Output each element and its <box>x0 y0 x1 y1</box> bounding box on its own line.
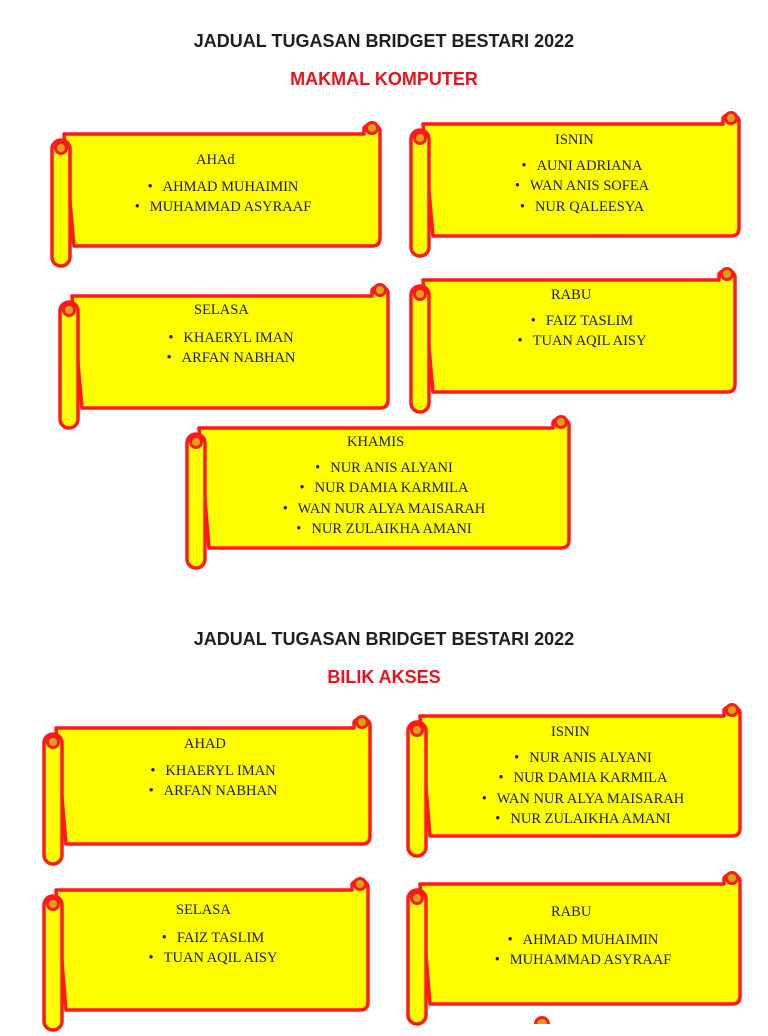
scroll-card-ahad <box>48 116 378 272</box>
section-subtitle-bilik: BILIK AKSES <box>327 667 441 687</box>
day-label: ISNIN <box>555 132 594 148</box>
list-item: • KHAERYL IMAN <box>68 761 358 782</box>
list-item: • TUAN AQIL AISY <box>437 331 727 352</box>
day-label: RABU <box>551 904 592 920</box>
day-label: SELASA <box>194 302 249 318</box>
section-title-2: JADUAL TUGASAN BRIDGET BESTARI 2022 <box>193 629 575 649</box>
section-subtitle-makmal: MAKMAL KOMPUTER <box>290 69 478 89</box>
list-item: • KHAERYL IMAN <box>86 328 376 349</box>
scroll-card-isnin <box>407 106 737 262</box>
list-item: • FAIZ TASLIM <box>68 928 358 949</box>
list-item: • NUR ANIS ALYANI <box>434 748 732 769</box>
scroll-curl-partial <box>534 1016 554 1024</box>
list-item: • NUR ZULAIKHA AMANI <box>434 809 732 830</box>
list-item: • NUR QALEESYA <box>437 197 727 218</box>
day-label: AHAD <box>184 736 226 752</box>
list-item: • TUAN AQIL AISY <box>68 948 358 969</box>
day-label: AHAd <box>196 152 235 168</box>
list-item: • NUR ANIS ALYANI <box>219 458 549 479</box>
day-label: KHAMIS <box>347 434 405 450</box>
list-item: • NUR DAMIA KARMILA <box>219 478 549 499</box>
scroll-card-selasa-2 <box>40 872 366 1036</box>
list-item: • NUR ZULAIKHA AMANI <box>219 519 549 540</box>
scroll-card-ahad-2 <box>40 710 368 870</box>
scroll-card-isnin-2 <box>404 698 738 862</box>
list-item: • AHMAD MUHAIMIN <box>78 177 368 198</box>
scroll-card-rabu-2 <box>404 866 738 1030</box>
list-item: • WAN ANIS SOFEA <box>437 176 727 197</box>
page-title: JADUAL TUGASAN BRIDGET BESTARI 2022 <box>193 31 575 51</box>
scroll-card-rabu <box>407 262 733 418</box>
day-label: RABU <box>551 287 592 303</box>
list-item: • WAN NUR ALYA MAISARAH <box>434 789 732 810</box>
list-item: • AUNI ADRIANA <box>437 156 727 177</box>
list-item: • ARFAN NABHAN <box>68 781 358 802</box>
list-item: • ARFAN NABHAN <box>86 348 376 369</box>
list-item: • MUHAMMAD ASYRAAF <box>434 950 732 971</box>
list-item: • WAN NUR ALYA MAISARAH <box>219 499 549 520</box>
list-item: • AHMAD MUHAIMIN <box>434 930 732 951</box>
list-item: • FAIZ TASLIM <box>437 311 727 332</box>
day-label: SELASA <box>176 902 231 918</box>
day-label: ISNIN <box>551 724 590 740</box>
scroll-card-khamis <box>183 410 567 574</box>
list-item: • MUHAMMAD ASYRAAF <box>78 197 368 218</box>
list-item: • NUR DAMIA KARMILA <box>434 768 732 789</box>
